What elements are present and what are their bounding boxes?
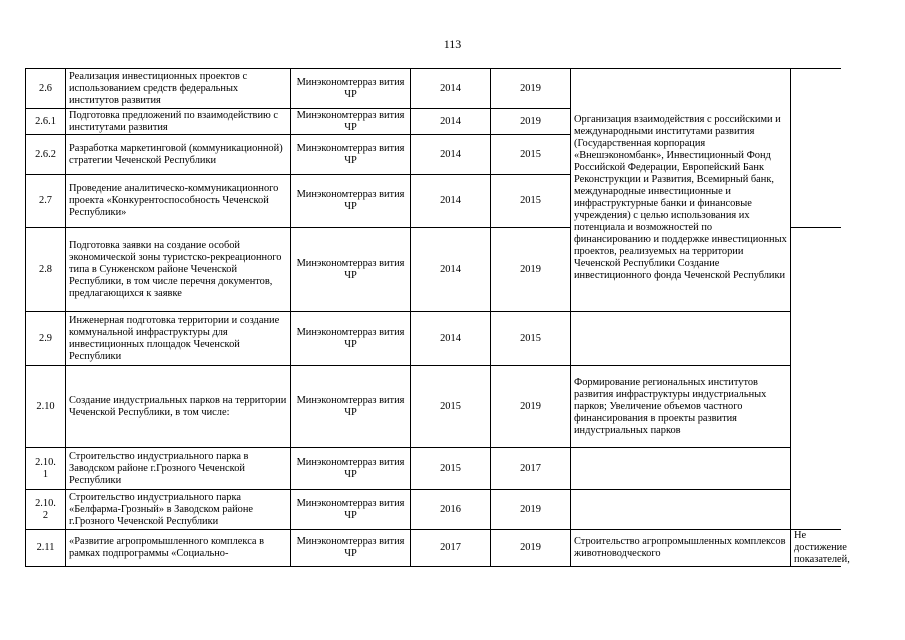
executor: Минэкономтерраз вития ЧР [291,135,411,175]
table-row [26,312,841,366]
start-year: 2014 [411,135,491,175]
start-year: 2014 [411,228,491,312]
activity-name: Подготовка заявки на создание особой экономической зоны туристско-рекреационного типа в Сунженском районе Чеченской Республики, в том числе перечня документов, предлагающихся к заявке [66,228,291,312]
executor: Минэкономтерраз вития ЧР [291,366,411,448]
row-number: 2.10. 1 [26,448,66,490]
row-number: 2.10 [26,366,66,448]
activity-name: Создание индустриальных парков на территории Чеченской Республики, в том числе: [66,366,291,448]
activity-name: Реализация инвестиционных проектов с использованием средств федеральных институтов развития [66,69,291,109]
start-year: 2014 [411,69,491,109]
executor: Минэкономтерраз вития ЧР [291,175,411,228]
activity-name: Разработка маркетинговой (коммуникационной) стратегии Чеченской Республики [66,135,291,175]
row-number: 2.6 [26,69,66,109]
expected-result [571,366,791,448]
risk-cell [791,69,841,228]
executor: Минэкономтерраз вития ЧР [291,530,411,567]
executor: Минэкономтерраз вития ЧР [291,312,411,366]
row-number: 2.9 [26,312,66,366]
expected-result [571,448,791,490]
row-number: 2.11 [26,530,66,567]
start-year: 2014 [411,109,491,135]
executor: Минэкономтерраз вития ЧР [291,228,411,312]
expected-result [571,490,791,530]
end-year: 2019 [491,490,571,530]
expected-result: Строительство агропромышленных комплексов животноводческого [571,530,791,567]
start-year: 2015 [411,448,491,490]
end-year: 2019 [491,530,571,567]
table-row [26,530,841,567]
executor: Минэкономтерраз вития ЧР [291,69,411,109]
table-row [26,69,841,109]
executor: Минэкономтерраз вития ЧР [291,490,411,530]
expected-result [571,69,791,312]
executor: Минэкономтерраз вития ЧР [291,448,411,490]
risk-text: Не достижение показателей, [791,530,841,567]
row-number: 2.6.2 [26,135,66,175]
start-year: 2017 [411,530,491,567]
expected-result [571,312,791,366]
activity-name: Подготовка предложений по взаимодействию с институтами развития [66,109,291,135]
start-year: 2014 [411,312,491,366]
row-number: 2.10. 2 [26,490,66,530]
activity-name: «Развитие агропромышленного комплекса в рамках подпрограммы «Социально- [66,530,291,567]
activity-name: Строительство индустриального парка «Белфарма-Грозный» в Заводском районе г.Грозного Чеченской Республики [66,490,291,530]
activity-name: Инженерная подготовка территории и создание коммунальной инфраструктуры для инвестиционных площадок Чеченской Республики [66,312,291,366]
row-number: 2.6.1 [26,109,66,135]
end-year: 2015 [491,135,571,175]
end-year: 2019 [491,228,571,312]
risk-cell [791,228,841,530]
row-number: 2.8 [26,228,66,312]
row-number: 2.7 [26,175,66,228]
end-year: 2015 [491,312,571,366]
start-year: 2014 [411,175,491,228]
table-row [26,366,841,448]
activity-name: Строительство индустриального парка в Заводском районе г.Грозного Чеченской Республики [66,448,291,490]
result-text: Организация взаимодействия с российскими и международными институтами развития (Государственная корпорация «Внешэкономбанк», Инвестиционный Фонд Российской Федерации, Европейский Банк Реконструкции и Развития, Всемирный банк, международные инвестиционные и инфраструктурные банки и финансовые учреждения) с целью использования их потенциала и возможностей по финансированию и поддержке инвестиционных проектов, реализуемых на территории Чеченской Республики Создание инвестиционного фонда Чеченской Республики [574,114,787,281]
plan-table [25,68,850,567]
end-year: 2019 [491,366,571,448]
end-year: 2015 [491,175,571,228]
start-year: 2015 [411,366,491,448]
end-year: 2019 [491,69,571,109]
activity-name: Проведение аналитическо-коммуникационного проекта «Конкурентоспособность Чеченской Республики» [66,175,291,228]
end-year: 2017 [491,448,571,490]
table-row [26,448,841,490]
end-year: 2019 [491,109,571,135]
result-text: Формирование региональных институтов развития инфраструктуры индустриальных парков; Увеличение объемов частного финансирования в проекты развития индустриальных парков [574,376,767,436]
start-year: 2016 [411,490,491,530]
page-number: 113 [443,37,462,51]
executor: Минэкономтерраз вития ЧР [291,109,411,135]
table-row [26,490,841,530]
